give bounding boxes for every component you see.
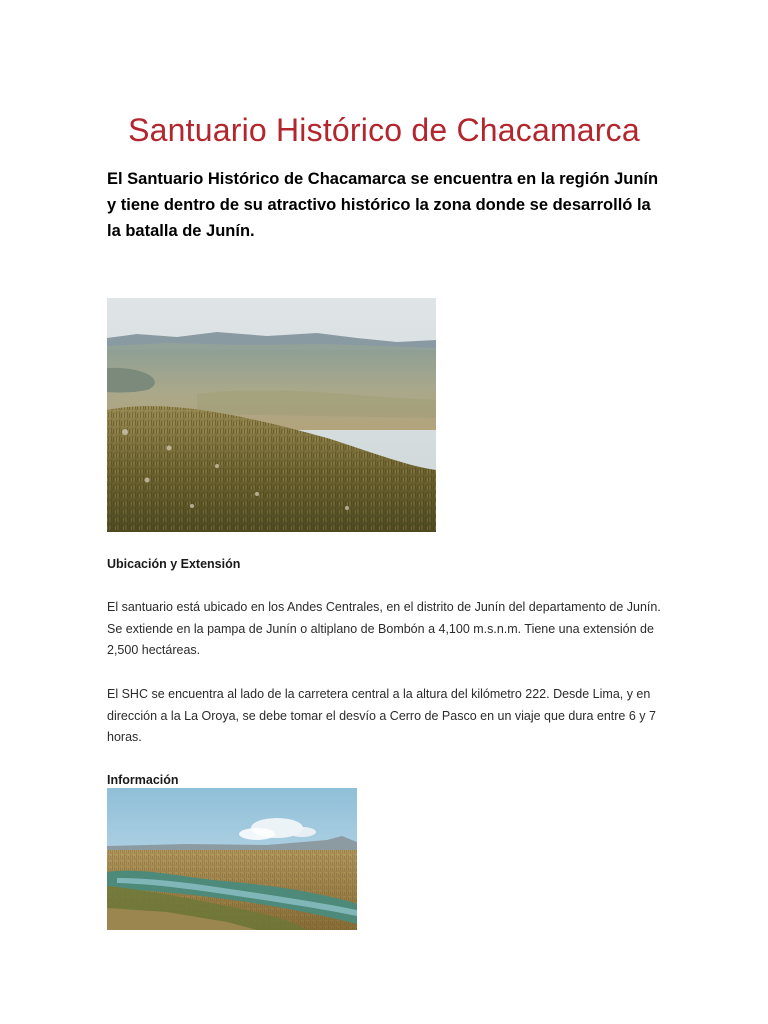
section-heading-ubicacion: Ubicación y Extensión bbox=[107, 557, 241, 571]
section-heading-informacion: Información bbox=[107, 773, 179, 787]
page-title: Santuario Histórico de Chacamarca bbox=[128, 112, 640, 148]
intro-paragraph: El Santuario Histórico de Chacamarca se encuentra en la región Junín y tiene dentro de su atractivo histórico la zona donde se desarrolló la la batalla de Junín. bbox=[107, 170, 659, 240]
section-paragraph: El SHC se encuentra al lado de la carretera central a la altura del kilómetro 222. Desde Lima, y en dirección a la La Oroya, se debe tomar el desvío a Cerro de Pasco en un viaje que dura entre 6 y 7 horas. bbox=[107, 687, 656, 744]
landscape-photo-wetland bbox=[107, 788, 357, 930]
landscape-photo-hillside bbox=[107, 298, 436, 532]
section-paragraph: El santuario está ubicado en los Andes Centrales, en el distrito de Junín del departamento de Junín. Se extiende en la pampa de Junín o altiplano de Bombón a 4,100 m.s.n.m. Tiene una extensión de 2,500 hectáreas. bbox=[107, 600, 661, 657]
